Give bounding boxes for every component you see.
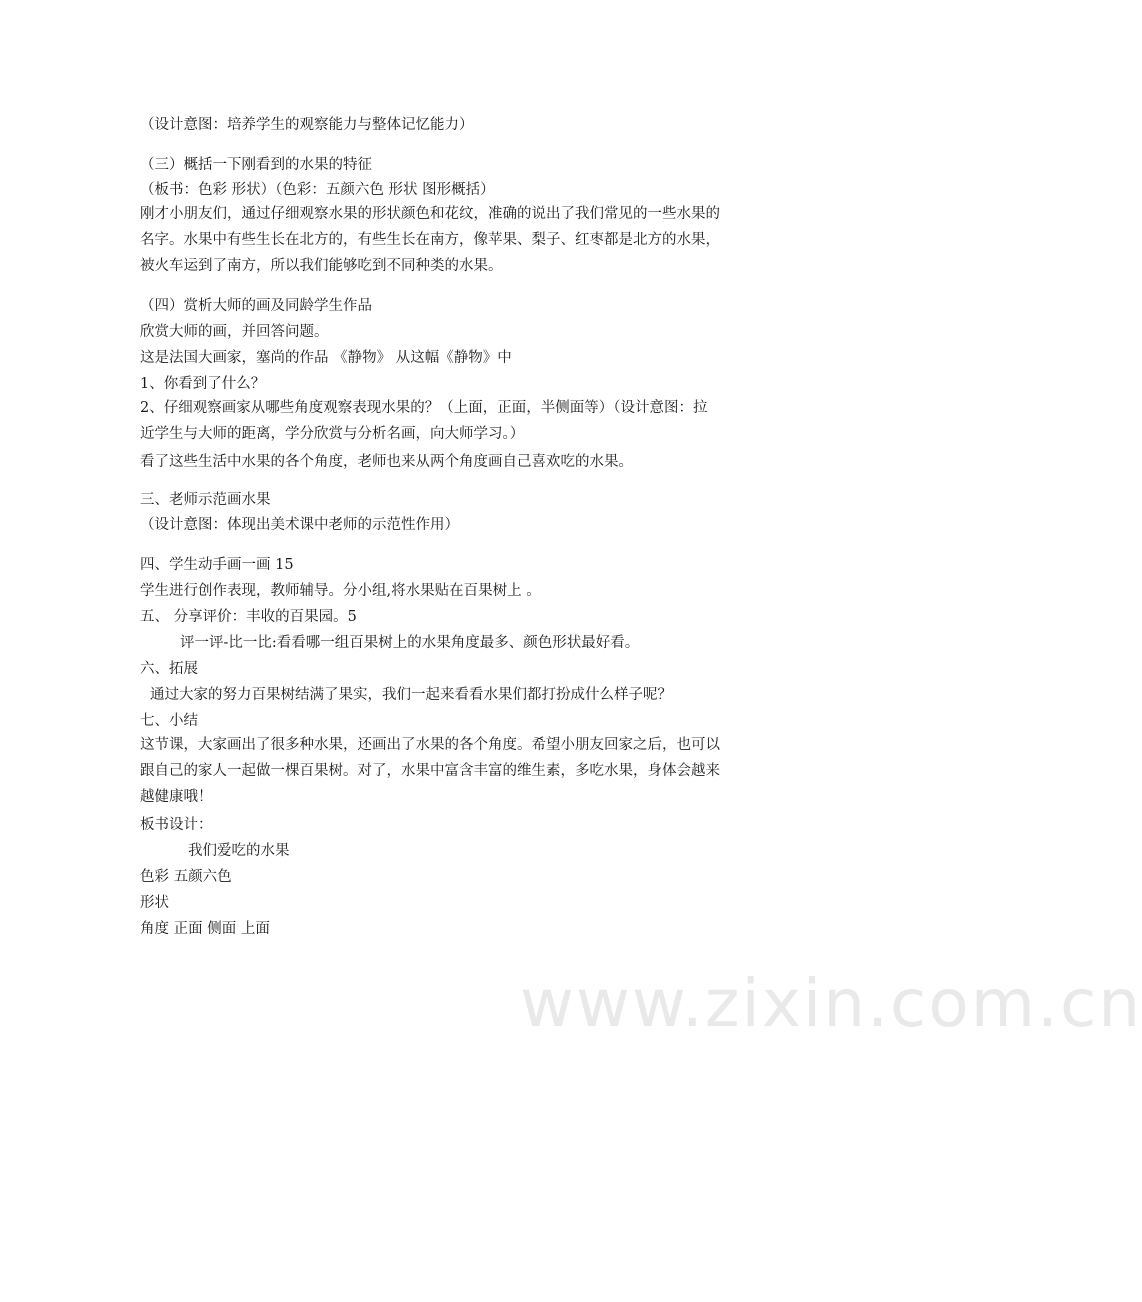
- part-6-heading: 六、拓展: [140, 661, 198, 677]
- blackboard-note: （板书：色彩 形状）（色彩：五颜六色 形状 图形概括）: [140, 182, 495, 198]
- blackboard-shape: 形状: [140, 895, 169, 911]
- paragraph-fruit-origins: [140, 201, 790, 279]
- paragraph-line: 名字。水果中有些生长在北方的，有些生长在南方，像苹果、梨子、红枣都是北方的水果，: [140, 232, 720, 248]
- watermark: www.zixin.com.cn: [520, 965, 1142, 1042]
- blackboard-title: 我们爱吃的水果: [188, 843, 290, 859]
- teacher-angles-note: 看了这些生活中水果的各个角度，老师也来从两个角度画自己喜欢吃的水果。: [140, 454, 633, 470]
- section-4-heading: （四）赏析大师的画及同龄学生作品: [140, 298, 372, 314]
- question-1: 1、你看到了什么？: [140, 376, 266, 392]
- part-3-heading: 三、老师示范画水果: [140, 492, 271, 508]
- paragraph-line: 被火车运到了南方，所以我们能够吃到不同种类的水果。: [140, 258, 503, 274]
- paragraph-line: 2、仔细观察画家从哪些角度观察表现水果的？（上面，正面，半侧面等）（设计意图：拉: [140, 400, 708, 416]
- paragraph-line: 刚才小朋友们，通过仔细观察水果的形状颜色和花纹，准确的说出了我们常见的一些水果的: [140, 206, 720, 222]
- evaluation-note: 评一评-比一比:看看哪一组百果树上的水果角度最多、颜色形状最好看。: [180, 635, 640, 651]
- part-4-heading: 四、学生动手画一画 15: [140, 557, 294, 573]
- paragraph-line: 越健康哦！: [140, 789, 213, 805]
- question-2: [140, 395, 790, 447]
- paragraph-line: 近学生与大师的距离，学分欣赏与分析名画，向大师学习。）: [140, 426, 525, 442]
- design-intent-observation: （设计意图：培养学生的观察能力与整体记忆能力）: [140, 117, 474, 133]
- summary-paragraph: [140, 732, 790, 810]
- paragraph-line: 这节课，大家画出了很多种水果，还画出了水果的各个角度。希望小朋友回家之后，也可以: [140, 737, 720, 753]
- part-7-heading: 七、小结: [140, 713, 198, 729]
- appreciate-master: 欣赏大师的画，并回答问题。: [140, 324, 329, 340]
- blackboard-angle: 角度 正面 侧面 上面: [140, 921, 270, 937]
- extension-note: 通过大家的努力百果树结满了果实，我们一起来看看水果们都打扮成什么样子呢？: [150, 687, 672, 703]
- section-3-heading: （三）概括一下刚看到的水果的特征: [140, 157, 372, 173]
- blackboard-design-label: 板书设计：: [140, 817, 213, 833]
- part-5-heading: 五、 分享评价：丰收的百果园。5: [140, 609, 357, 625]
- paragraph-line: 跟自己的家人一起做一棵百果树。对了，水果中富含丰富的维生素，多吃水果，身体会越来: [140, 763, 720, 779]
- student-activity: 学生进行创作表现，教师辅导。分小组,将水果贴在百果树上 。: [140, 583, 541, 599]
- blackboard-color: 色彩 五颜六色: [140, 869, 232, 885]
- cezanne-still-life: 这是法国大画家，塞尚的作品 《静物》 从这幅《静物》中: [140, 350, 512, 366]
- design-intent-demo: （设计意图：体现出美术课中老师的示范性作用）: [140, 517, 459, 533]
